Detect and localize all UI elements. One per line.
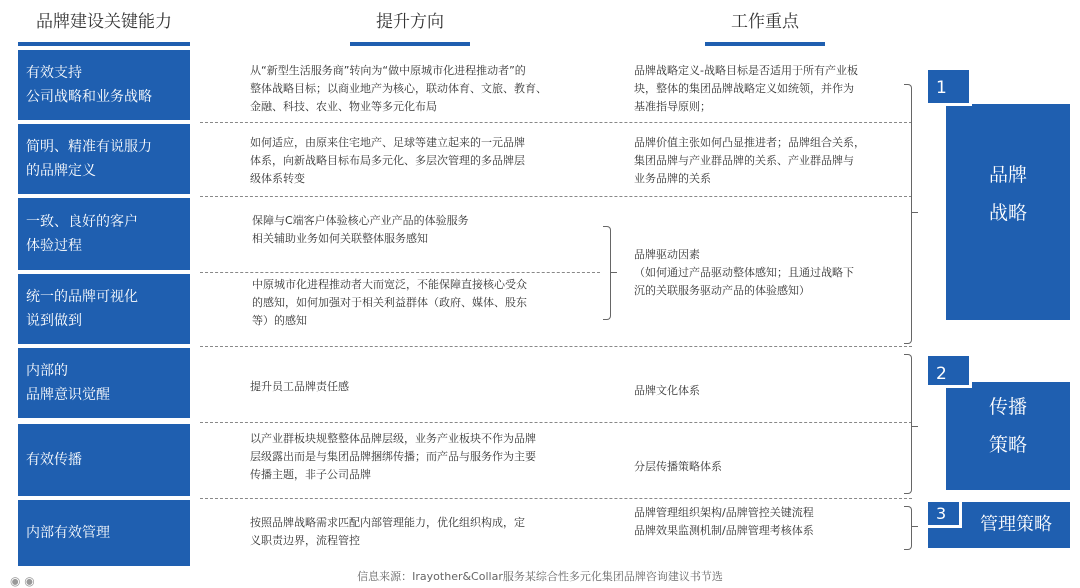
row-divider [200, 272, 600, 273]
focus-text: 分层传播策略体系 [634, 460, 722, 473]
capability-box [18, 50, 190, 120]
category-label: 传播 策略 [988, 396, 1027, 456]
focus-text: 品牌管理组织架构/品牌管控关键流程 品牌效果监测机制/品牌管理考核体系 [634, 506, 814, 537]
row-divider [200, 422, 912, 423]
header-capability [18, 6, 190, 46]
header-direction [340, 6, 480, 46]
capability-box [18, 500, 190, 566]
direction-text: 如何适应，由原来住宅地产、足球等建立起来的一元品牌 体系，向新战略目标布局多元化、多层次管理的多品牌层 级体系转变 [250, 136, 525, 185]
capability-text: 内部有效管理 [26, 525, 110, 541]
bracket [904, 84, 912, 344]
category-label: 管理策略 [980, 514, 1052, 535]
capability-box [18, 424, 190, 496]
capability-box [18, 198, 190, 270]
category-number: 1 [928, 70, 972, 106]
focus-text-merged: 品牌驱动因素 （如何通过产品驱动整体感知；且通过战略下 沉的关联服务驱动产品的体验感知） [634, 248, 854, 297]
direction-text: 保障与C端客户体验核心产业产品的体验服务 相关辅助业务如何关联整体服务感知 [252, 214, 469, 245]
bracket [603, 226, 611, 320]
header-underline [350, 42, 470, 46]
header-underline [18, 42, 190, 46]
capability-text: 统一的品牌可视化 说到做到 [26, 289, 138, 329]
row-divider [200, 498, 912, 499]
header-underline [705, 42, 825, 46]
header-capability-text: 品牌建设关键能力 [36, 12, 172, 32]
row-divider [200, 196, 912, 197]
bracket-tip [912, 212, 918, 213]
bracket-tip [611, 272, 617, 273]
capability-box [18, 348, 190, 418]
bracket-tip [912, 526, 918, 527]
direction-text: 中原城市化进程推动者大而宽泛，不能保障直接核心受众 的感知，如何加强对于相关利益群体（政府、媒体、股东 等）的感知 [252, 278, 527, 327]
capability-text: 一致、良好的客户 体验过程 [26, 214, 138, 254]
category-number: 2 [928, 356, 972, 388]
capability-text: 简明、精准有说服力 的品牌定义 [26, 139, 152, 179]
bracket-tip [912, 426, 918, 427]
capability-text: 内部的 品牌意识觉醒 [26, 363, 110, 403]
capability-box [18, 124, 190, 194]
bracket [904, 354, 912, 494]
bracket [904, 506, 912, 550]
capability-box [18, 274, 190, 344]
category-label: 品牌 战略 [988, 164, 1027, 224]
capability-text: 有效传播 [26, 452, 82, 468]
direction-text: 从“新型生活服务商”转向为“做中原城市化进程推动者”的 整体战略目标；以商业地产为核心，联动体育、文旅、教育、 金融、科技、农业、物业等多元化布局 [250, 64, 547, 113]
header-direction-text: 提升方向 [376, 12, 444, 32]
focus-text: 品牌战略定义-战略目标是否适用于所有产业板 块，整体的集团品牌战略定义如统领，并作为 基准指导原则； [634, 64, 858, 113]
source-note: 信息来源：Irayother&Collar服务某综合性多元化集团品牌咨询建议书节选 [357, 570, 723, 583]
logo-icon: ◉ ◉ [10, 574, 35, 588]
row-divider [200, 122, 912, 123]
focus-text: 品牌价值主张如何凸显推进者；品牌组合关系， 集团品牌与产业群品牌的关系、产业群品牌与 业务品牌的关系 [634, 136, 865, 185]
focus-text: 品牌文化体系 [634, 384, 700, 397]
direction-text: 按照品牌战略需求匹配内部管理能力，优化组织构成，定 义职责边界，流程管控 [250, 516, 525, 547]
direction-text: 以产业群板块规整整体品牌层级，业务产业板块不作为品牌 层级露出而是与集团品牌捆绑传播；而产品与服务作为主要 传播主题，非子公司品牌 [250, 432, 536, 481]
row-divider [200, 346, 912, 347]
header-focus [695, 6, 835, 46]
direction-text: 提升员工品牌责任感 [250, 380, 349, 393]
category-number: 3 [928, 502, 962, 528]
header-focus-text: 工作重点 [731, 12, 799, 32]
capability-text: 有效支持 公司战略和业务战略 [26, 65, 152, 105]
